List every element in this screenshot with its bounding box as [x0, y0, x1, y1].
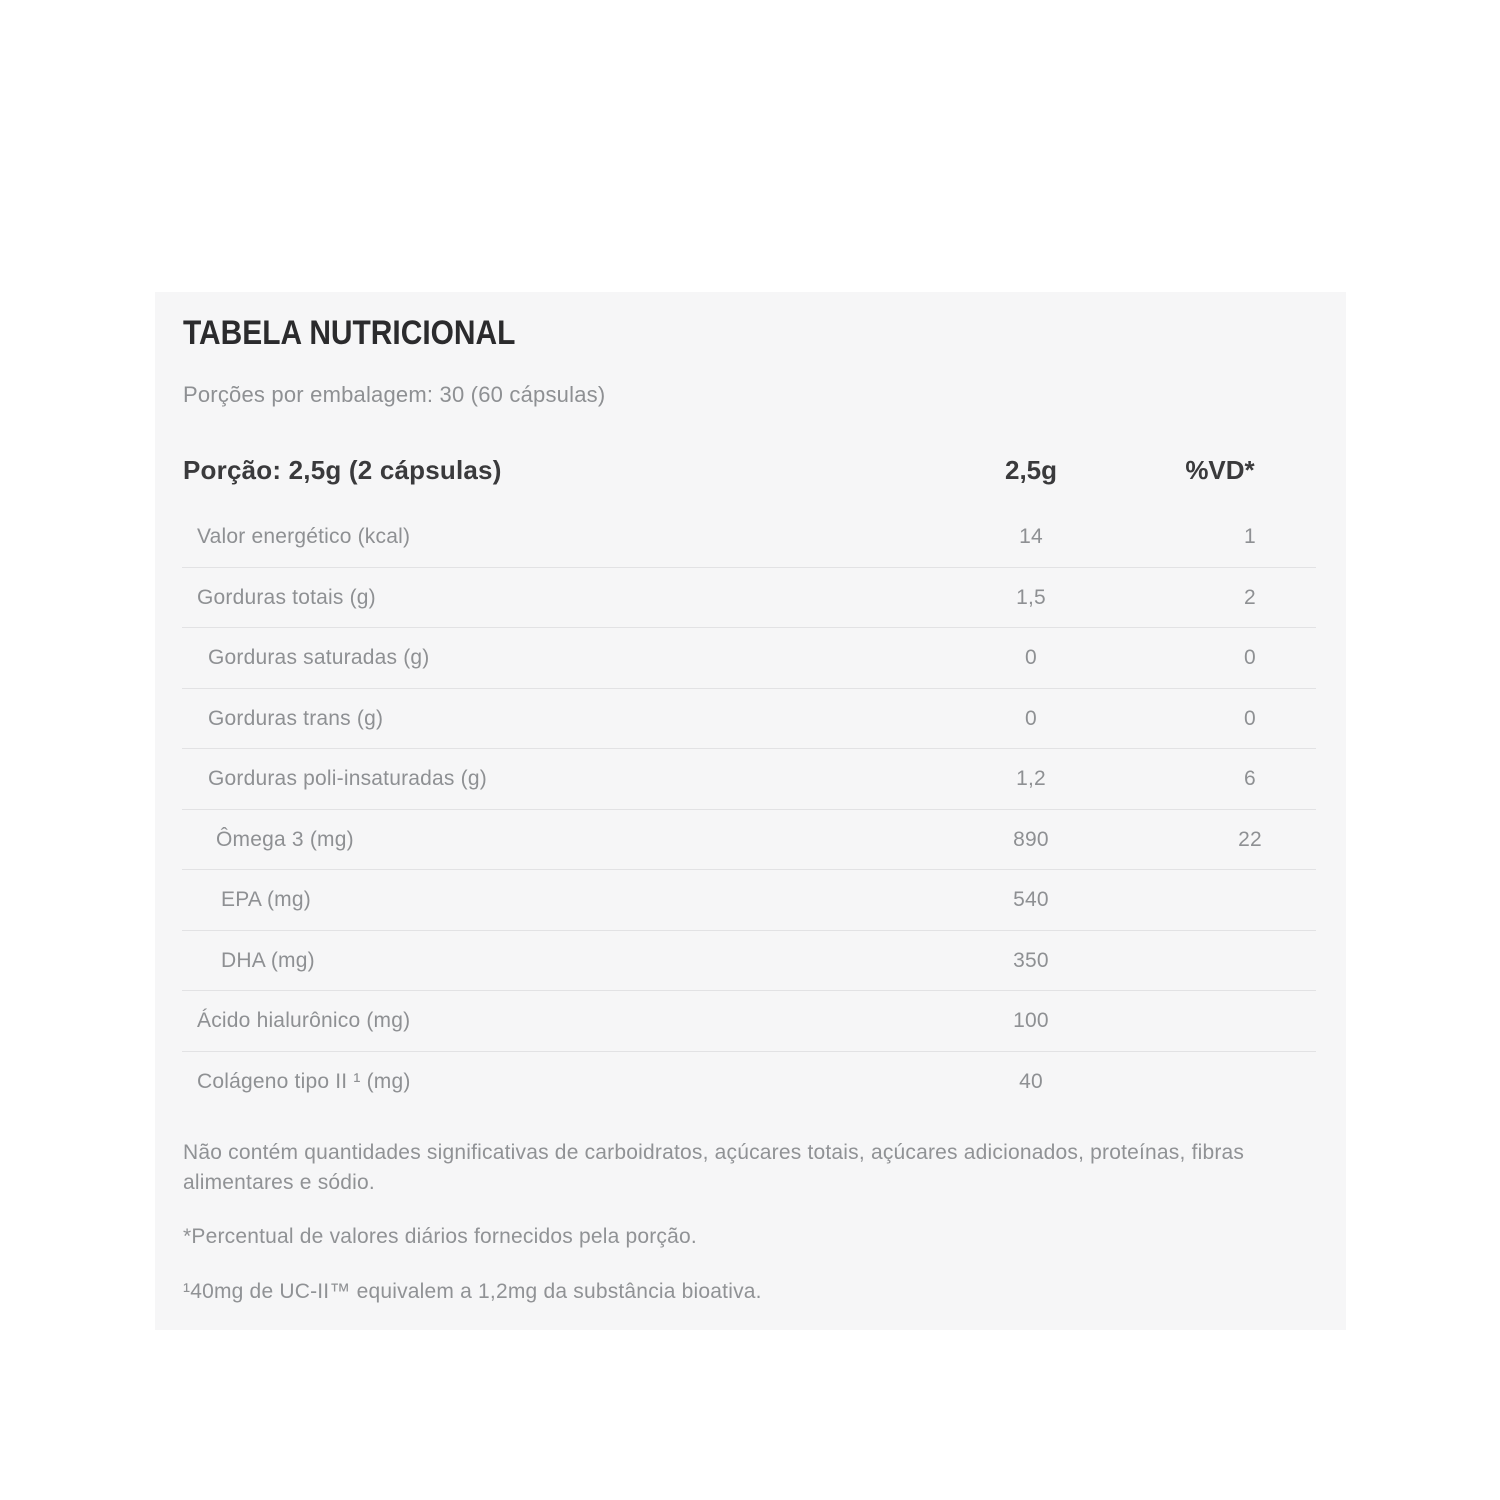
table-row: [155, 628, 1346, 689]
table-row: [155, 507, 1346, 568]
row-amount: 14: [1019, 525, 1043, 548]
row-label: Gorduras saturadas (g): [208, 646, 430, 669]
row-daily-value: 6: [1244, 767, 1256, 790]
table-header-row: [155, 452, 1346, 488]
row-daily-value: 0: [1244, 646, 1256, 669]
row-daily-value: 2: [1244, 585, 1256, 609]
row-label: Colágeno tipo II ¹ (mg): [197, 1069, 411, 1093]
row-amount: 540: [1013, 888, 1049, 911]
row-label: Ácido hialurônico (mg): [197, 1009, 411, 1032]
table-row: [155, 1052, 1346, 1113]
amount-column-header: 2,5g: [1004, 455, 1058, 485]
nutrition-table-title: TABELA NUTRICIONAL: [183, 314, 516, 352]
row-label: Gorduras trans (g): [208, 706, 384, 730]
portion-size-label: Porção: 2,5g (2 cápsulas): [183, 455, 502, 485]
table-row: [155, 749, 1346, 810]
row-amount: 1,5: [1016, 585, 1046, 609]
row-label: Gorduras poli-insaturadas (g): [208, 767, 487, 790]
servings-per-package: Porções por embalagem: 30 (60 cápsulas): [183, 382, 606, 407]
row-amount: 40: [1019, 1069, 1043, 1093]
row-amount: 100: [1013, 1009, 1049, 1032]
nutrition-table-rows: [155, 507, 1346, 1112]
row-amount: 0: [1025, 706, 1037, 730]
table-row: [155, 870, 1346, 931]
table-row: [155, 810, 1346, 871]
row-label: EPA (mg): [221, 888, 311, 911]
row-amount: 0: [1025, 646, 1037, 669]
row-amount: 1,2: [1016, 767, 1046, 790]
row-daily-value: 0: [1244, 706, 1256, 730]
row-amount: 890: [1013, 827, 1049, 851]
table-row: [155, 991, 1346, 1052]
table-row: [155, 931, 1346, 992]
footnote-daily-values: *Percentual de valores diários fornecidos pela porção.: [183, 1225, 697, 1248]
row-label: Ômega 3 (mg): [216, 827, 354, 851]
nutrition-facts-card: [155, 292, 1346, 1330]
footnote-ucii-equivalence: ¹40mg de UC-II™ equivalem a 1,2mg da substância bioativa.: [183, 1280, 762, 1303]
row-label: DHA (mg): [221, 948, 315, 972]
row-amount: 350: [1013, 948, 1049, 972]
daily-value-column-header: %VD*: [1185, 455, 1255, 485]
row-label: Valor energético (kcal): [197, 525, 411, 548]
row-daily-value: 22: [1238, 827, 1262, 851]
table-row: [155, 689, 1346, 750]
row-daily-value: 1: [1244, 525, 1256, 548]
table-row: [155, 568, 1346, 629]
row-label: Gorduras totais (g): [197, 585, 376, 609]
footnote-no-significant-amounts: Não contém quantidades significativas de carboidratos, açúcares totais, açúcares adicionados, proteínas, fibras alimentares e sódio.: [183, 1141, 1245, 1194]
